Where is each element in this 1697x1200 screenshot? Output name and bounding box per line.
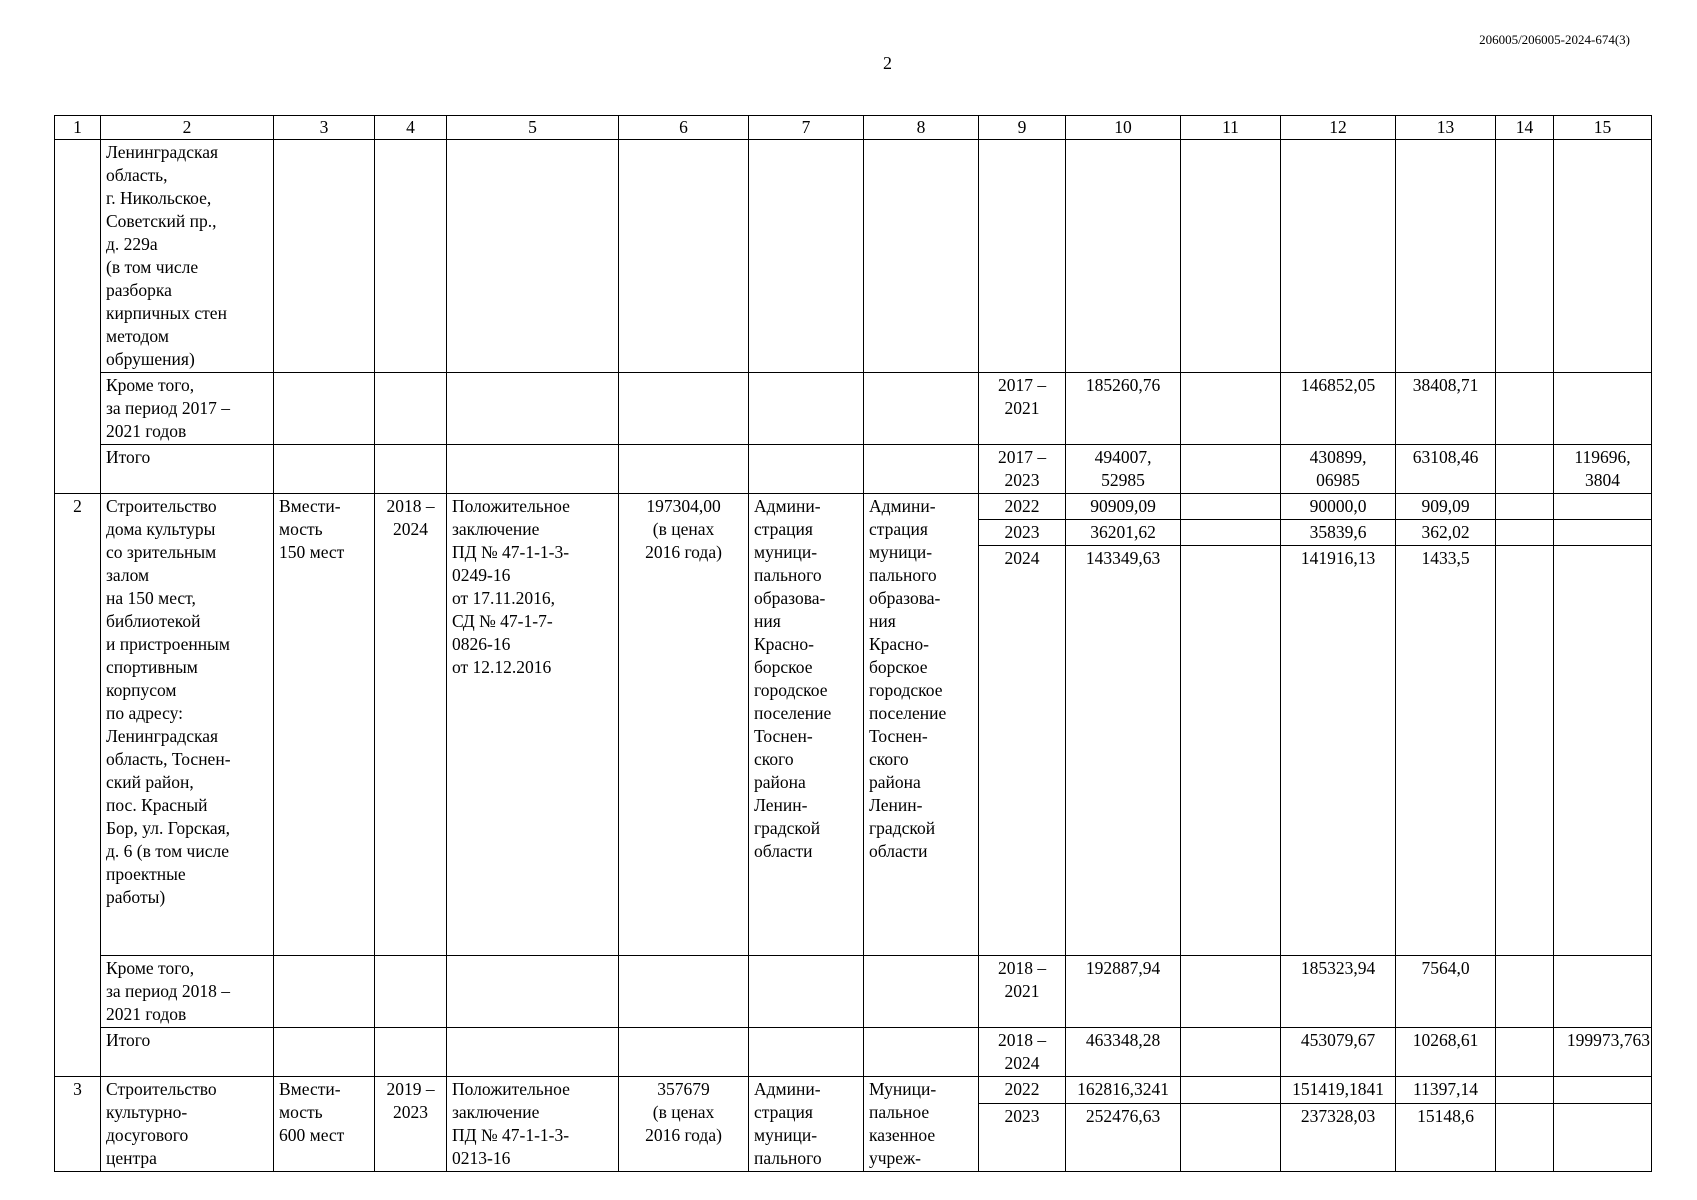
col-header: 5 xyxy=(447,116,619,140)
conclusion-cell: Положительное заключение ПД № 47-1-1-3- 0213-16 xyxy=(447,1077,619,1172)
years-cell: 2019 – 2023 xyxy=(375,1077,447,1172)
year-cell: 2024 xyxy=(979,546,1066,956)
col-header: 4 xyxy=(375,116,447,140)
value-cell: 36201,62 xyxy=(1066,520,1181,546)
col-header: 6 xyxy=(619,116,749,140)
years-cell: 2018 – 2024 xyxy=(375,494,447,956)
period-cell: 2018 – 2024 xyxy=(979,1028,1066,1077)
year-cell: 2023 xyxy=(979,1104,1066,1172)
page-number: 2 xyxy=(883,53,892,73)
value-cell: 362,02 xyxy=(1396,520,1496,546)
table-row xyxy=(55,1028,1652,1077)
value-cell: 453079,67 xyxy=(1281,1028,1396,1077)
value-cell: 143349,63 xyxy=(1066,546,1181,956)
capacity-cell: Вмести- мость 600 мест xyxy=(274,1077,375,1172)
table-row xyxy=(55,494,1652,520)
capacity-cell: Вмести- мость 150 мест xyxy=(274,494,375,956)
value-cell: 90909,09 xyxy=(1066,494,1181,520)
col-header: 2 xyxy=(101,116,274,140)
year-cell: 2022 xyxy=(979,1077,1066,1104)
row-number-cell: 3 xyxy=(55,1077,101,1172)
col-header: 13 xyxy=(1396,116,1496,140)
table-row xyxy=(55,140,1652,373)
object-name-cell: Итого xyxy=(101,445,274,494)
value-cell: 1433,5 xyxy=(1396,546,1496,956)
object-name-cell: Строительство дома культуры со зрительным залом на 150 мест, библиотекой и пристроенным спортивным корпусом по адресу: Ленинградская область, Тоснен- ский район, пос. Красный Бор, ул. Горская, д. 6 (в том числе проектные работы) xyxy=(101,494,274,956)
value-cell: 10268,61 xyxy=(1396,1028,1496,1077)
row-number-cell xyxy=(55,140,101,494)
col-header: 8 xyxy=(864,116,979,140)
period-cell: 2018 – 2021 xyxy=(979,956,1066,1028)
year-cell: 2023 xyxy=(979,520,1066,546)
value-cell: 146852,05 xyxy=(1281,373,1396,445)
customer-cell: Админи- страция муници- пального xyxy=(749,1077,864,1172)
col-header: 3 xyxy=(274,116,375,140)
value-cell: 35839,6 xyxy=(1281,520,1396,546)
value-cell: 494007, 52985 xyxy=(1066,445,1181,494)
object-name-cell: Кроме того, за период 2017 – 2021 годов xyxy=(101,373,274,445)
table-row xyxy=(55,373,1652,445)
value-cell: 119696, 3804 xyxy=(1554,445,1652,494)
value-cell: 141916,13 xyxy=(1281,546,1396,956)
col-header: 11 xyxy=(1181,116,1281,140)
table-row xyxy=(55,1077,1652,1104)
value-cell: 185323,94 xyxy=(1281,956,1396,1028)
object-name-cell: Строительство культурно- досугового центра xyxy=(101,1077,274,1172)
value-cell: 192887,94 xyxy=(1066,956,1181,1028)
value-cell: 909,09 xyxy=(1396,494,1496,520)
document-id: 206005/206005-2024-674(3) xyxy=(1479,32,1630,47)
value-cell: 7564,0 xyxy=(1396,956,1496,1028)
cost-cell: 357679 (в ценах 2016 года) xyxy=(619,1077,749,1172)
col-header: 1 xyxy=(55,116,101,140)
value-cell: 237328,03 xyxy=(1281,1104,1396,1172)
value-cell: 151419,1841 xyxy=(1281,1077,1396,1104)
period-cell: 2017 – 2023 xyxy=(979,445,1066,494)
value-cell: 162816,3241 xyxy=(1066,1077,1181,1104)
table-row xyxy=(55,956,1652,1028)
value-cell: 430899, 06985 xyxy=(1281,445,1396,494)
value-cell: 252476,63 xyxy=(1066,1104,1181,1172)
value-cell: 185260,76 xyxy=(1066,373,1181,445)
period-cell: 2017 – 2021 xyxy=(979,373,1066,445)
developer-cell: Админи- страция муници- пального образова- ния Красно- борское городское поселение Тоснен- ского района Ленин- градской области xyxy=(864,494,979,956)
conclusion-cell: Положительное заключение ПД № 47-1-1-3- 0249-16 от 17.11.2016, СД № 47-1-7- 0826-16 от 12.12.2016 xyxy=(447,494,619,956)
col-header: 9 xyxy=(979,116,1066,140)
col-header: 10 xyxy=(1066,116,1181,140)
object-name-cell: Кроме того, за период 2018 – 2021 годов xyxy=(101,956,274,1028)
value-cell: 15148,6 xyxy=(1396,1104,1496,1172)
object-name-cell: Ленинградская область, г. Никольское, Советский пр., д. 229а (в том числе разборка кирпичных стен методом обрушения) xyxy=(101,140,274,373)
customer-cell: Админи- страция муници- пального образова- ния Красно- борское городское поселение Тоснен- ского района Ленин- градской области xyxy=(749,494,864,956)
cost-cell: 197304,00 (в ценах 2016 года) xyxy=(619,494,749,956)
col-header: 7 xyxy=(749,116,864,140)
value-cell: 463348,28 xyxy=(1066,1028,1181,1077)
value-cell: 38408,71 xyxy=(1396,373,1496,445)
value-cell: 199973,763 xyxy=(1554,1028,1652,1077)
developer-cell: Муници- пальное казенное учреж- xyxy=(864,1077,979,1172)
investment-table xyxy=(54,115,1652,1172)
value-cell: 11397,14 xyxy=(1396,1077,1496,1104)
col-header: 15 xyxy=(1554,116,1652,140)
table-row xyxy=(55,445,1652,494)
value-cell: 63108,46 xyxy=(1396,445,1496,494)
col-header: 12 xyxy=(1281,116,1396,140)
year-cell: 2022 xyxy=(979,494,1066,520)
header-row xyxy=(55,116,1652,140)
col-header: 14 xyxy=(1496,116,1554,140)
value-cell: 90000,0 xyxy=(1281,494,1396,520)
row-number-cell: 2 xyxy=(55,494,101,1077)
object-name-cell: Итого xyxy=(101,1028,274,1077)
